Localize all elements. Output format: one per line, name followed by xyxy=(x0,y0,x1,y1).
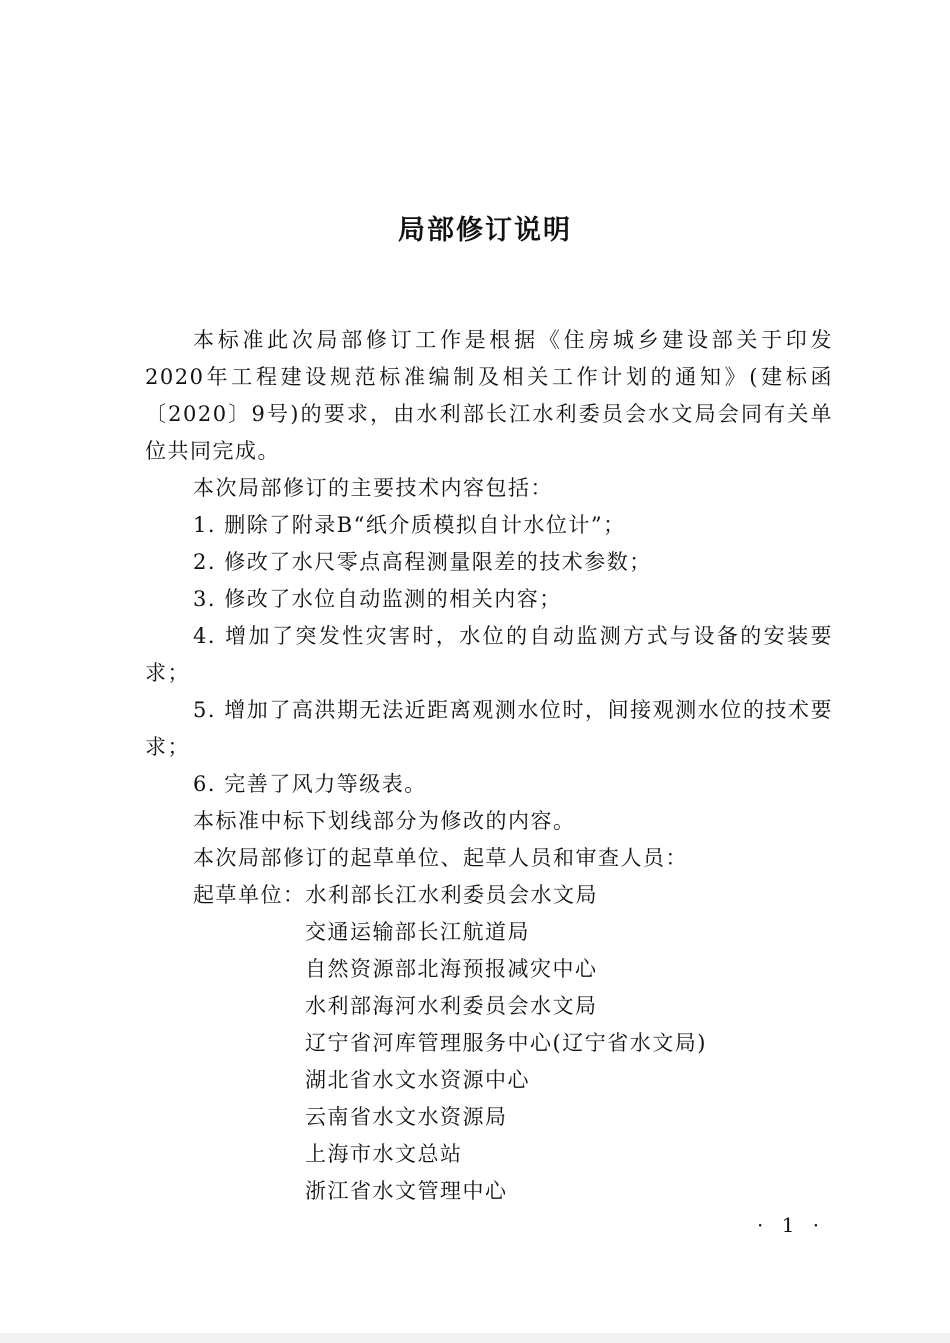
drafting-unit: 上海市水文总站 xyxy=(305,1142,463,1166)
list-item-4: 4. 增加了突发性灾害时，水位的自动监测方式与设备的安装要求； xyxy=(145,624,833,685)
drafting-unit: 自然资源部北海预报减灾中心 xyxy=(305,957,598,981)
document-body xyxy=(145,322,833,1210)
drafting-unit-row-1 xyxy=(145,877,833,914)
drafting-unit: 水利部海河水利委员会水文局 xyxy=(305,994,598,1018)
paragraph-content-intro: 本次局部修订的主要技术内容包括： xyxy=(193,476,553,500)
page-title: 局部修订说明 xyxy=(398,215,572,246)
paragraph-underline-note: 本标准中标下划线部分为修改的内容。 xyxy=(193,809,576,833)
list-item-5: 5. 增加了高洪期无法近距离观测水位时，间接观测水位的技术要求； xyxy=(145,698,833,759)
drafting-units-label: 起草单位： xyxy=(193,883,306,907)
page-number: · 1 · xyxy=(757,1213,826,1237)
list-item-3: 3. 修改了水位自动监测的相关内容； xyxy=(193,587,562,611)
drafting-unit: 湖北省水文水资源中心 xyxy=(305,1068,530,1092)
drafting-unit: 交通运输部长江航道局 xyxy=(305,920,530,944)
drafting-unit: 辽宁省河库管理服务中心(辽宁省水文局) xyxy=(305,1031,707,1055)
drafting-unit: 水利部长江水利委员会水文局 xyxy=(305,883,598,907)
drafting-unit: 浙江省水文管理中心 xyxy=(305,1179,508,1203)
drafting-unit: 云南省水文水资源局 xyxy=(305,1105,508,1129)
paragraph-personnel-intro: 本次局部修订的起草单位、起草人员和审查人员： xyxy=(193,846,688,870)
page-bottom-band xyxy=(0,1333,950,1343)
list-item-6: 6. 完善了风力等级表。 xyxy=(193,772,427,796)
list-item-1: 1. 删除了附录B“纸介质模拟自计水位计”； xyxy=(193,513,626,537)
drafting-units-list xyxy=(145,877,833,1210)
list-item-2: 2. 修改了水尺零点高程测量限差的技术参数； xyxy=(193,550,652,574)
paragraph-basis: 本标准此次局部修订工作是根据《住房城乡建设部关于印发2020年工程建设规范标准编制及相关工作计划的通知》(建标函〔2020〕9号)的要求，由水利部长江水利委员会水文局会同有关单位共同完成。 xyxy=(145,328,833,463)
